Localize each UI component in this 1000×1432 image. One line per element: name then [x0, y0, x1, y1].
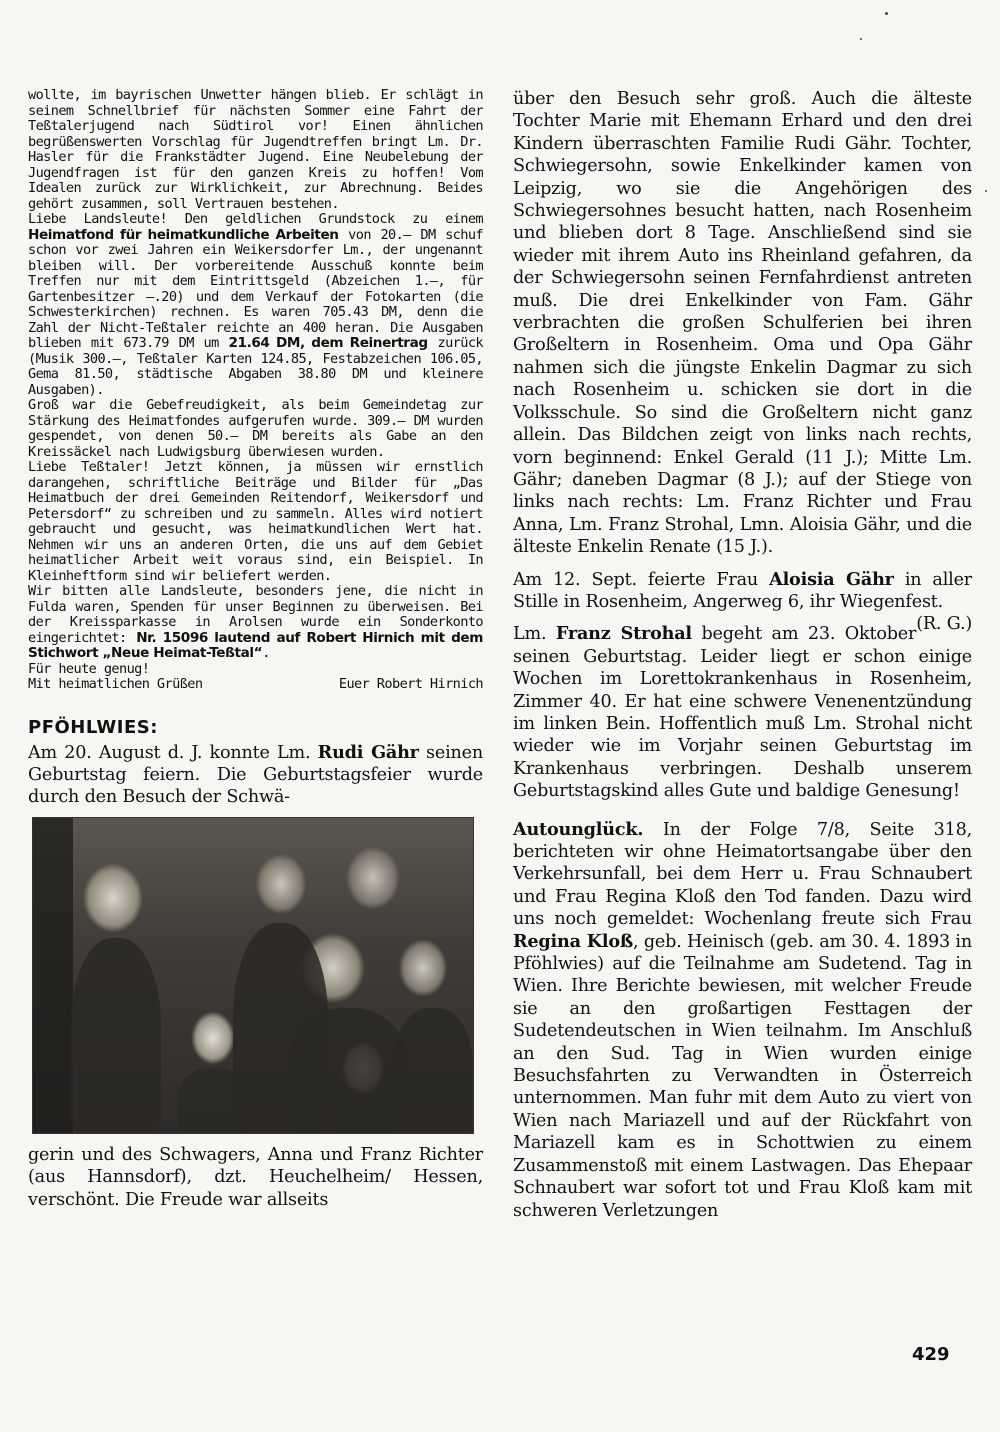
- family-photo: [32, 817, 474, 1134]
- bold-franz-strohal: Franz Strohal: [555, 623, 692, 645]
- birthday-article-cont: [28, 1144, 483, 1211]
- bold-regina-kloss: Regina Kloß: [513, 930, 634, 952]
- photo-person-left: [71, 938, 161, 1133]
- paragraph-strohal: Lm. Franz Strohal begeht am 23. Oktober seinen Geburtstag. Leider liegt er schon einige Wochen im Lorettokrankenhaus in Rosenheim, Zimmer 40. Er hat eine schwere Venenentzündung im linken Bein. Hoffentlich muß Lm. Strohal nicht wieder wie im Vorjahr seinen Geburtstag im Krankenhaus verbringen. Deshalb unserem Geburtstagskind alles Gute und baldige Genesung!: [513, 623, 972, 802]
- photo-child-girl: [333, 1103, 393, 1133]
- photo-person-right: [393, 1008, 473, 1133]
- bold-account-number: Nr. 15096 lautend auf Robert Hirnich mit dem Stichwort „Neue Heimat-Teßtal“: [28, 629, 483, 661]
- bold-aloisia-gaehr: Aloisia Gähr: [769, 568, 894, 590]
- paragraph-heimatfond: Liebe Landsleute! Den geldlichen Grundstock zu einem Heimatfond für heimatkundliche Arbeiten von 20.— DM schuf schon vor zwei Jahren ein Weikersdorfer Lm., der ungenannt bleiben will. Der vorbereitende Ausschuß konnte beim Treffen nur mit dem Eintrittsgeld (Abzeichen 1.—, für Gartenbesitzer —.20) und dem Verkauf der Fotokarten (die Schwesterkirchen) rechnen. Es waren 705.43 DM, denn die Zahl der Nicht-Teßtaler reichte an 400 heran. Die Ausgaben blieben mit 673.79 DM um 21.64 DM, dem Reinertrag zurück (Musik 300.—, Teßtaler Karten 124.85, Festabzeichen 106.05, Gema 81.50, städtische Abgaben 38.80 DM und kleinere Ausgaben).: [28, 211, 483, 398]
- photo-child-boy: [178, 1068, 248, 1133]
- paragraph-accident: Autounglück. In der Folge 7/8, Seite 318, berichteten wir ohne Heimatortsangabe über den Verkehrsunfall, bei dem Herr u. Frau Schnaubert und Frau Regina Kloß den Tod fanden. Dazu wird uns noch gemeldet: Wochenlang freute sich Frau Regina Kloß, geb. Heinisch (geb. am 30. 4. 1893 in Pföhlwies) auf die Teilnahme am Sudetend. Tag in Wien. Ihre Berichte bewiesen, mit welcher Freude sie an den großartigen Festtagen der Sudetendeutschen in Wien teilnahm. Im Anschluß an den Sud. Tag in Wien wurden einige Besuchsfahrten zu Verwandten in Österreich unternommen. Man fuhr mit dem Auto zu viert von Wien nach Mariazell und auf der Rückfahrt von Mariazell kam es in Schottwien zu einem Zusammenstoß mit einem Lastwagen. Das Ehepaar Schnaubert war sofort tot und Frau Kloß kam mit schweren Verletzungen: [513, 818, 972, 1221]
- paragraph-rudi-gaehr: Am 20. August d. J. konnte Lm. Rudi Gähr seinen Geburtstag feiern. Die Geburtstagsfeier wurde durch den Besuch der Schwä-: [28, 741, 483, 808]
- page-number: 429: [912, 1344, 950, 1365]
- paragraph-richter: gerin und des Schwagers, Anna und Franz Richter (aus Hannsdorf), dzt. Heuchelheim/ Hessen, verschönt. Die Freude war allseits: [28, 1144, 483, 1210]
- bold-heimatfond: Heimatfond für heimatkundliche Arbeiten: [28, 226, 339, 243]
- right-article: [513, 88, 972, 1222]
- paragraph-donations: Groß war die Gebefreudigkeit, als beim Gemeindetag zur Stärkung des Heimatfondes aufgerufen wurde. 309.— DM wurden gespendet, von denen 50.— DM bereits als Gabe an den Kreissäckel nach Ludwigsburg überwiesen wurden.: [28, 397, 483, 460]
- paragraph-account: Wir bitten alle Landsleute, besonders jene, die nicht in Fulda waren, Spenden für unser Beginnen zu überweisen. Bei der Kreissparkasse in Arolsen wurde ein Sonderkonto eingerichtet: Nr. 15096 lautend auf Robert Hirnich mit dem Stichwort „Neue Heimat-Teßtal“.: [28, 583, 483, 661]
- paragraph-aloisia: Am 12. Sept. feierte Frau Aloisia Gähr in aller Stille in Rosenheim, Angerweg 6, ihr Wiegenfest. (R. G.): [513, 568, 972, 635]
- section-heading-pfoehlwies: PFÖHLWIES:: [28, 716, 158, 738]
- paragraph-heimatbuch: Liebe Teßtaler! Jetzt können, ja müssen wir ernstlich darangehen, schriftliche Beiträge und Bilder für „Das Heimatbuch der drei Gemeinden Reitendorf, Weikersdorf und Petersdorf“ zu schreiben und zu sammeln. Alles wird notiert gebraucht und gesucht, was heimatkundlichen Wert hat. Nehmen wir uns an anderen Orten, die uns auf dem Gebiet heimatlicher Arbeit weit voraus sind, ein Beispiel. In Kleinheftform sind wir beliefert werden.: [28, 459, 483, 584]
- left-column: [28, 88, 483, 1211]
- bold-reinertrag: 21.64 DM, dem Reinertrag: [228, 335, 428, 351]
- signature-line: [28, 677, 483, 693]
- birthday-article: [28, 742, 483, 809]
- paragraph-youth: wollte, im bayrischen Unwetter hängen blieb. Er schlägt in seinem Schnellbrief für nächsten Sommer eine Fahrt der Teßtalerjugend nach Südtirol vor! Einen ähnlichen begrüßenswerten Vorschlag für Jugendtreffen bringt Lm. Dr. Hasler für die Frankstädter Jugend. Eine Neubelebung der Jugendfragen ist für den ganzen Kreis zu hoffen! Vom Idealen zurück zur Wirklichkeit, zur Abrechnung. Beides gehört zusammen, soll Vertrauen bestehen.: [28, 87, 483, 212]
- right-column: [513, 88, 972, 1222]
- greeting: Mit heimatlichen Grüßen: [28, 676, 203, 692]
- print-speck: [985, 190, 987, 192]
- fund-report-section: [28, 88, 483, 693]
- author-initials: (R. G.): [916, 614, 972, 635]
- paragraph-enough: Für heute genug!: [28, 660, 150, 677]
- signature: Euer Robert Hirnich: [338, 676, 483, 692]
- photo-door-shadow: [33, 818, 73, 1133]
- print-speck: [860, 38, 862, 40]
- bold-autounglueck: Autounglück.: [513, 818, 644, 840]
- bold-rudi-gaehr: Rudi Gähr: [317, 741, 419, 763]
- paragraph-visit: über den Besuch sehr groß. Auch die älteste Tochter Marie mit Ehemann Erhard und den drei Kindern überraschten Familie Rudi Gähr. Tochter, Schwiegersohn, sowie Enkelkinder kamen von Leipzig, wo sie die Angehörigen des Schwiegersohnes besucht hatten, nach Rosenheim und blieben dort 8 Tage. Anschließend sind sie wieder mit ihrem Auto ins Rheinland gefahren, da der Schwiegersohn seinen Fernfahrdienst antreten muß. Die drei Enkelkinder von Fam. Gähr verbrachten die großen Schulferien bei ihren Großeltern in Rosenheim. Oma und Opa Gähr nahmen sich die jüngste Enkelin Dagmar zu sich nach Rosenheim u. schicken sie dort in die Volksschule. So sind die Großeltern nicht ganz allein. Das Bildchen zeigt von links nach rechts, vorn beginnend: Enkel Gerald (11 J.); Mitte Lm. Gähr; daneben Dagmar (8 J.); auf der Stiege von links nach rechts: Lm. Franz Richter und Frau Anna, Lm. Franz Strohal, Lmn. Aloisia Gähr, und die älteste Enkelin Renate (15 J.).: [513, 89, 972, 558]
- print-speck: [885, 12, 888, 15]
